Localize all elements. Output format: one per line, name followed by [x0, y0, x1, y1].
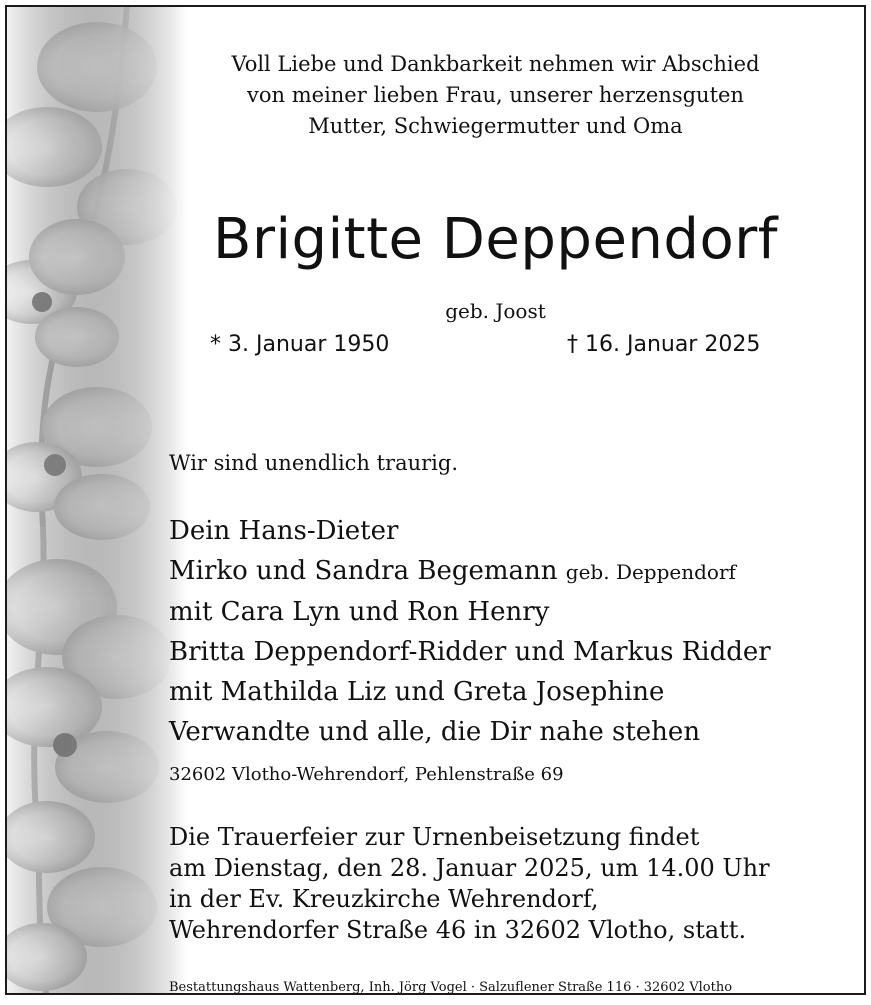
intro-line: Mutter, Schwiegermutter und Oma [308, 114, 683, 138]
birth-date: * 3. Januar 1950 [210, 332, 390, 357]
mourner-line: mit Cara Lyn und Ron Henry [169, 597, 550, 627]
mourners-list [169, 511, 771, 752]
ceremony-details [169, 822, 770, 946]
deceased-name: Brigitte Deppendorf [213, 207, 778, 272]
mourner-line: Britta Deppendorf-Ridder und Markus Ridder [169, 637, 771, 667]
intro-line: Voll Liebe und Dankbarkeit nehmen wir Abschied [231, 52, 760, 76]
intro-line: von meiner lieben Frau, unserer herzensguten [247, 83, 744, 107]
mourner-names: Mirko und Sandra Begemann [169, 556, 558, 586]
obituary-notice [5, 5, 866, 995]
ceremony-line: am Dienstag, den 28. Januar 2025, um 14.00 Uhr [169, 854, 770, 882]
intro-text [7, 49, 864, 142]
family-address: 32602 Vlotho-Wehrendorf, Pehlenstraße 69 [169, 764, 564, 785]
orchid-flowers-decoration [7, 7, 187, 995]
ceremony-line: Die Trauerfeier zur Urnenbeisetzung findet [169, 823, 700, 851]
maiden-name: geb. Joost [445, 299, 546, 323]
mourner-line: Dein Hans-Dieter [169, 516, 399, 546]
mourner-line: mit Mathilda Liz und Greta Josephine [169, 677, 665, 707]
funeral-home-footer: Bestattungshaus Wattenberg, Inh. Jörg Vogel · Salzuflener Straße 116 · 32602 Vlotho [169, 980, 733, 995]
mourner-maiden-note: geb. Deppendorf [565, 560, 736, 584]
mourner-line [169, 551, 771, 592]
mourner-line: Verwandte und alle, die Dir nahe stehen [169, 717, 701, 747]
mourning-line: Wir sind unendlich traurig. [169, 451, 459, 475]
ceremony-line: in der Ev. Kreuzkirche Wehrendorf, [169, 885, 599, 913]
death-date: † 16. Januar 2025 [567, 332, 761, 357]
ceremony-line: Wehrendorfer Straße 46 in 32602 Vlotho, statt. [169, 916, 747, 944]
